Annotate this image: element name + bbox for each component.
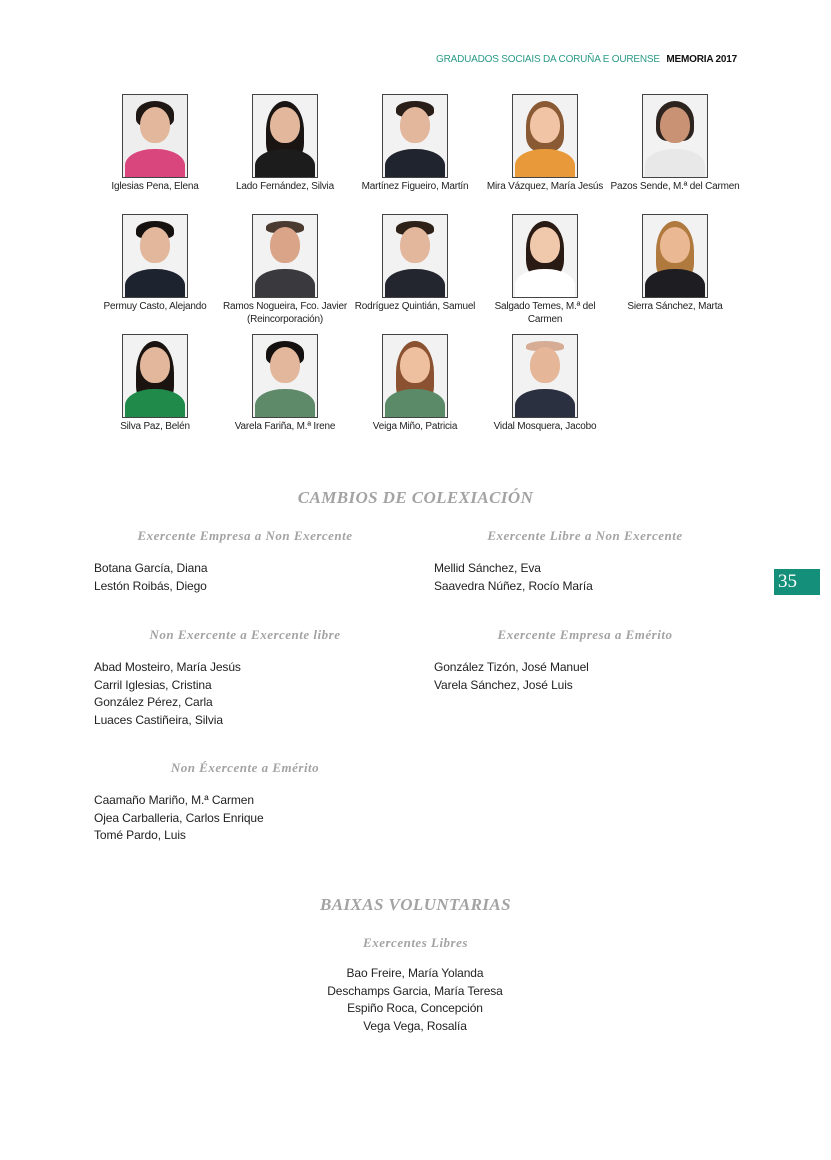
group-title: Exercente Empresa a Emérito <box>497 627 673 642</box>
portrait-image <box>122 334 188 418</box>
member-name-line: Ramos Nogueira, Fco. Javier <box>222 301 348 312</box>
header-org: GRADUADOS SOCIAIS DA CORUÑA E OURENSE <box>436 54 660 65</box>
group-title: Exercente Empresa a Non Exercente <box>137 528 353 543</box>
member-photo <box>350 94 480 193</box>
portrait-image <box>642 94 708 178</box>
list-item: Tomé Pardo, Luis <box>94 828 186 843</box>
member-photo <box>480 334 610 433</box>
member-photo <box>90 94 220 193</box>
member-photo <box>220 94 350 193</box>
member-photo <box>90 334 220 433</box>
group-title: Exercente Libre a Non Exercente <box>487 528 683 543</box>
running-header <box>436 54 737 65</box>
list-item: González Tizón, José Manuel <box>434 660 589 674</box>
member-photo <box>480 214 610 326</box>
member-photo <box>480 94 610 193</box>
member-photo <box>610 214 740 313</box>
list-item: Luaces Castiñeira, Silvia <box>94 712 223 727</box>
section-title-baixas: BAIXAS VOLUNTARIAS <box>320 895 511 914</box>
member-name: Sierra Sánchez, Marta <box>627 301 723 312</box>
portrait-image <box>512 334 578 418</box>
portrait-image <box>512 214 578 298</box>
member-photo <box>220 334 350 433</box>
member-name: Silva Paz, Belén <box>120 421 190 432</box>
member-name: Varela Fariña, M.ª Irene <box>234 421 336 432</box>
portrait-image <box>252 94 318 178</box>
portrait-image <box>512 94 578 178</box>
group-title: Exercentes Libres <box>363 935 468 950</box>
list-item: González Pérez, Carla <box>94 695 213 710</box>
member-photo <box>350 214 480 313</box>
member-name: Salgado Temes, M.ª del Carmen <box>494 301 596 325</box>
page-number: 35 <box>774 569 820 595</box>
member-name: Iglesias Pena, Elena <box>111 181 199 192</box>
list-item: Caamaño Mariño, M.ª Carmen <box>94 793 254 807</box>
member-list <box>434 659 589 694</box>
group-title: Non Exercente a Exercente libre <box>149 627 341 642</box>
portrait-image <box>382 334 448 418</box>
member-photo <box>350 334 480 433</box>
header-year: MEMORIA 2017 <box>666 54 737 65</box>
member-list <box>265 965 565 1035</box>
list-item: Abad Mosteiro, María Jesús <box>94 660 241 674</box>
group-title: Non Éxercente a Emérito <box>170 760 320 775</box>
member-name: Permuy Casto, Alejando <box>103 301 207 312</box>
member-name: Rodríguez Quintián, Samuel <box>354 301 476 312</box>
member-photo <box>90 214 220 313</box>
member-list <box>94 659 241 729</box>
portrait-image <box>252 334 318 418</box>
member-photo <box>220 214 350 326</box>
portrait-image <box>382 214 448 298</box>
list-item: Varela Sánchez, José Luis <box>434 677 573 692</box>
member-name: Mira Vázquez, María Jesús <box>486 181 604 192</box>
list-item: Lestón Roibás, Diego <box>94 578 207 593</box>
member-list <box>94 792 264 845</box>
member-name: Veiga Miño, Patricia <box>372 421 458 432</box>
list-item: Botana García, Diana <box>94 561 208 575</box>
portrait-image <box>122 214 188 298</box>
list-item: Mellid Sánchez, Eva <box>434 561 541 575</box>
portrait-image <box>122 94 188 178</box>
list-item: Espiño Roca, Concepción <box>347 1001 483 1016</box>
list-item: Saavedra Núñez, Rocío María <box>434 578 593 593</box>
member-name: Lado Fernández, Silvia <box>236 181 334 192</box>
list-item: Deschamps Garcia, María Teresa <box>327 983 503 998</box>
list-item: Bao Freire, María Yolanda <box>346 966 484 980</box>
member-name: Pazos Sende, M.ª del Carmen <box>610 181 740 192</box>
member-photo <box>610 94 740 193</box>
member-name: Martínez Figueiro, Martín <box>361 181 469 192</box>
portrait-image <box>642 214 708 298</box>
member-list <box>94 560 207 595</box>
list-item: Vega Vega, Rosalía <box>363 1018 467 1033</box>
member-note: (Reincorporación) <box>246 314 324 325</box>
portrait-image <box>382 94 448 178</box>
list-item: Ojea Carballeria, Carlos Enrique <box>94 810 264 825</box>
list-item: Carril Iglesias, Cristina <box>94 677 212 692</box>
member-name: Vidal Mosquera, Jacobo <box>493 421 597 432</box>
member-name <box>220 300 350 326</box>
portrait-image <box>252 214 318 298</box>
section-title-cambios: CAMBIOS DE COLEXIACIÓN <box>297 488 534 507</box>
member-list <box>434 560 593 595</box>
